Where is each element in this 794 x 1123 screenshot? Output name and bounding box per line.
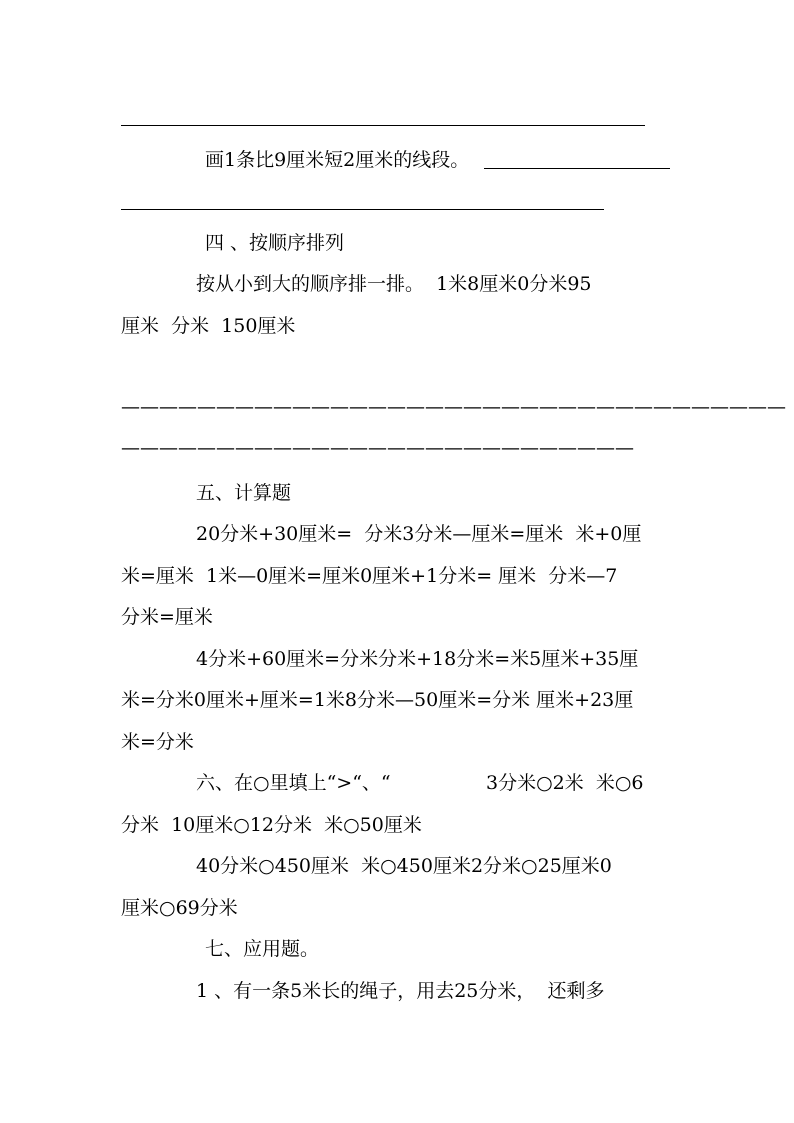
draw-instruction: 画1条比9厘米短2厘米的线段。 bbox=[205, 149, 470, 171]
section4-line1: 按从小到大的顺序排一排。 1米8厘米0分米95 bbox=[196, 273, 592, 295]
section5-line: 4分米+60厘米=分米分米+18分米=米5厘米+35厘 bbox=[196, 648, 639, 670]
section5-line: 米=分米0厘米+厘米=1米8分米—50厘米=分米 厘米+23厘 bbox=[121, 689, 634, 711]
section7-problem1: 1 、有一条5米长的绳子，用去25分米， 还剩多 bbox=[196, 980, 605, 1002]
section5-line: 米=分米 bbox=[121, 731, 194, 753]
section4-answer-line2: ——————————————————————————— bbox=[121, 437, 634, 459]
top-answer-line bbox=[121, 125, 645, 126]
section5-line: 20分米+30厘米= 分米3分米—厘米=厘米 米+0厘 bbox=[196, 523, 642, 545]
section7-heading: 七、应用题。 bbox=[205, 938, 320, 960]
section6-line: 40分米○450厘米 米○450厘米2分米○25厘米0 bbox=[196, 855, 612, 877]
section5-line: 米=厘米 1米—0厘米=厘米0厘米+1分米= 厘米 分米—7 bbox=[121, 565, 618, 587]
section4-answer-line1: ——————————————————————————————————— bbox=[121, 396, 786, 418]
draw-answer-underline bbox=[484, 168, 670, 169]
draw-answer-line bbox=[121, 209, 604, 210]
section6-line: 3分米○2米 米○6 bbox=[486, 772, 644, 794]
section4-heading: 四 、按顺序排列 bbox=[205, 232, 345, 254]
section6-heading: 六、在○里填上“>“、“ bbox=[196, 772, 391, 794]
section5-line: 分米=厘米 bbox=[121, 606, 213, 628]
section6-line: 分米 10厘米○12分米 米○50厘米 bbox=[121, 814, 422, 836]
section5-heading: 五、计算题 bbox=[196, 482, 292, 504]
section4-line2: 厘米 分米 150厘米 bbox=[121, 315, 296, 337]
section6-line: 厘米○69分米 bbox=[121, 897, 238, 919]
